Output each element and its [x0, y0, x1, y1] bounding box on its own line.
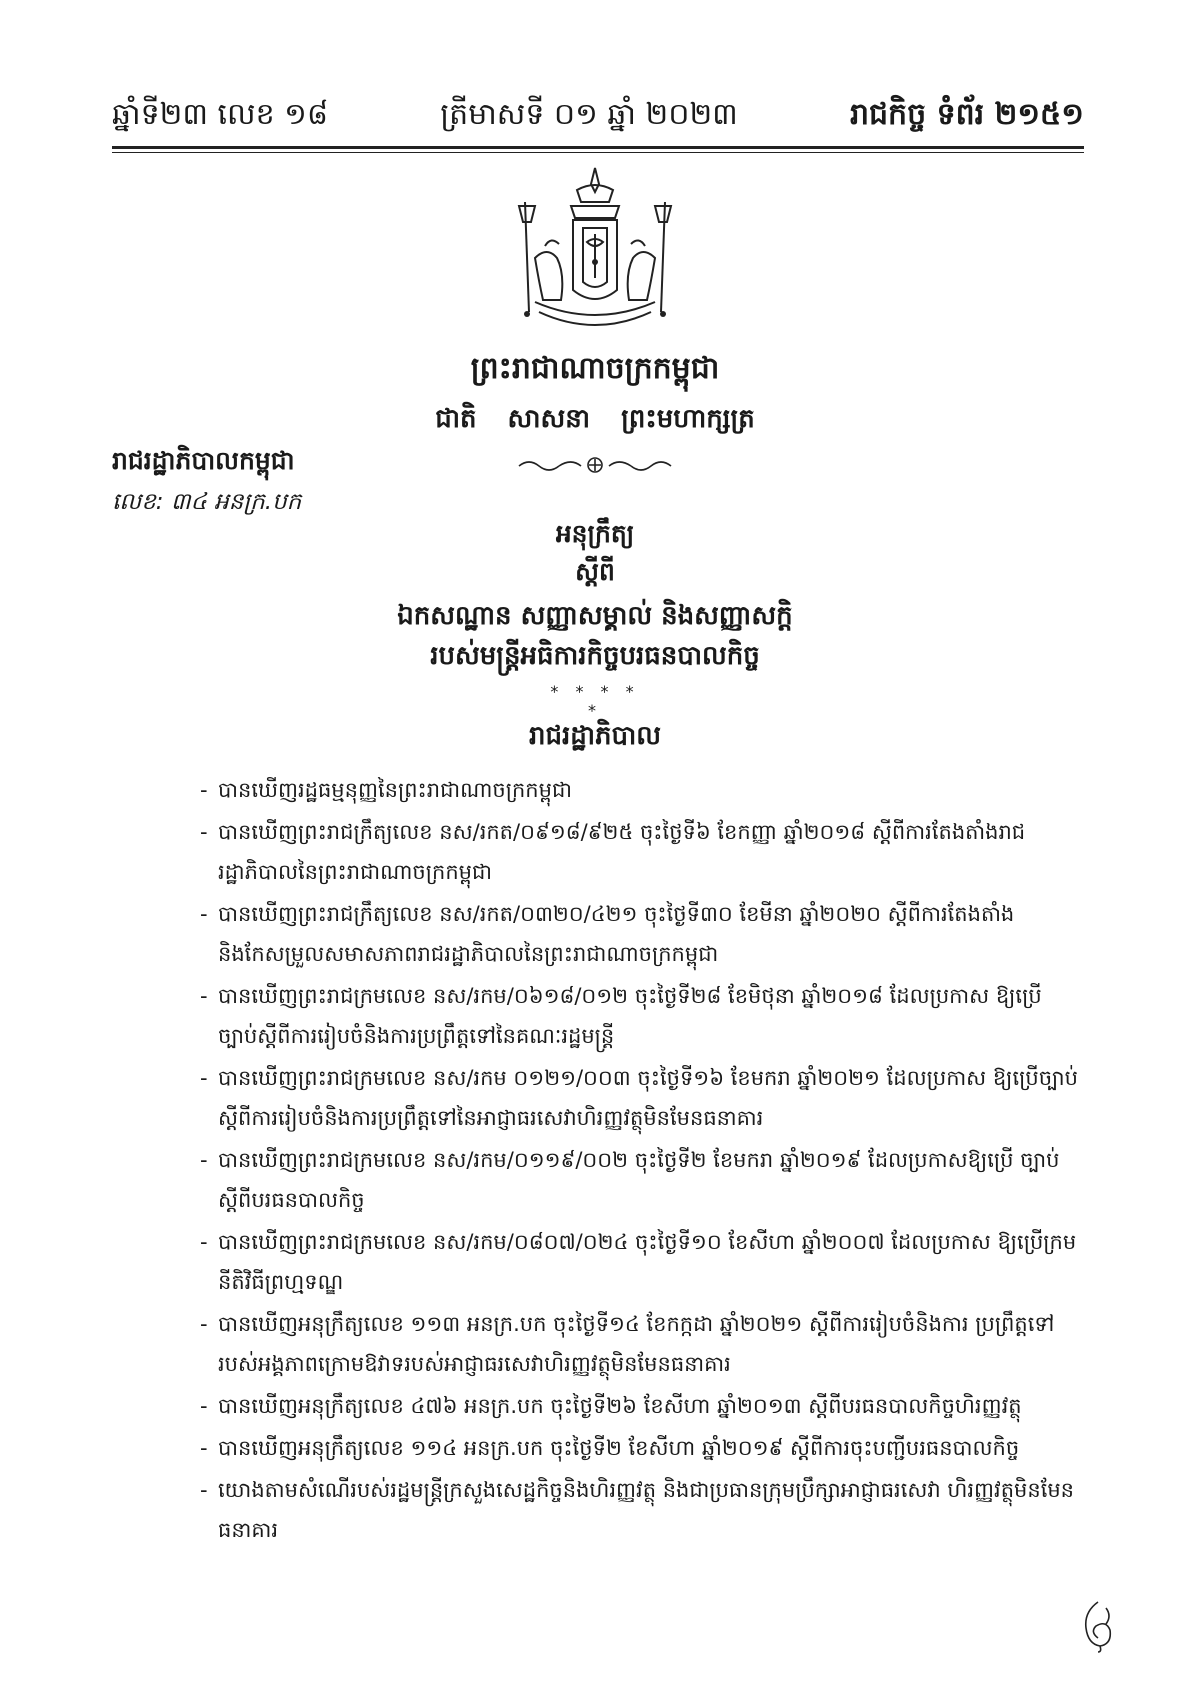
gazette-header	[112, 92, 1084, 142]
enacting-authority: រាជរដ្ឋាភិបាល	[528, 721, 662, 751]
recital-item: - បានឃើញព្រះរាជក្រឹត្យលេខ នស/រកត/០៣២០/៤២១ ចុះថ្ងៃទី៣០ ខែមីនា ឆ្នាំ២០២០ ស្តីពីការតែងតាំង និងកែសម្រួលសមាសភាពរាជរដ្ឋាភិបាលនៃព្រះរាជាណាចក្រកម្ពុជា	[200, 894, 1080, 974]
recital-item: - បានឃើញអនុក្រឹត្យលេខ ៤៧៦ អនក្រ.បក ចុះថ្ងៃទី២៦ ខែសីហា ឆ្នាំ២០១៣ ស្តីពីបរធនបាលកិច្ចហិរញ្ញវត្ថុ	[200, 1386, 1080, 1426]
recital-item: - បានឃើញព្រះរាជក្រមលេខ នស/រកម/០៦១៨/០១២ ចុះថ្ងៃទី២៨ ខែមិថុនា ឆ្នាំ២០១៨ ដែលប្រកាស ឱ្យប្រើច្បាប់ស្តីពីការរៀបចំនិងការប្រព្រឹត្តទៅនៃគណៈរដ្ឋមន្ត្រី	[200, 976, 1080, 1056]
recital-item: - បានឃើញអនុក្រឹត្យលេខ ១១៣ អនក្រ.បក ចុះថ្ងៃទី១៤ ខែកក្កដា ឆ្នាំ២០២១ ស្តីពីការរៀបចំនិងការ ប្រព្រឹត្តទៅរបស់អង្គភាពក្រោមឱវាទរបស់អាជ្ញាធរសេវាហិរញ្ញវត្ថុមិនមែនធនាគារ	[200, 1304, 1080, 1384]
document-title-line-2: របស់មន្ត្រីអធិការកិច្ចបរធនបាលកិច្ច	[430, 641, 760, 671]
issuing-authority: រាជរដ្ឋាភិបាលកម្ពុជា	[112, 446, 295, 475]
recital-item: - បានឃើញរដ្ឋធម្មនុញ្ញនៃព្រះរាជាណាចក្រកម្ពុជា	[200, 770, 1080, 810]
national-motto: ជាតិ សាសនា ព្រះមហាក្សត្រ	[435, 404, 755, 434]
header-date: ត្រីមាសទី ០១ ឆ្នាំ ២០២៣	[440, 97, 738, 132]
recital-item: - បានឃើញព្រះរាជក្រឹត្យលេខ នស/រកត/០៩១៨/៩២៥ ចុះថ្ងៃទី៦ ខែកញ្ញា ឆ្នាំ២០១៨ ស្តីពីការតែងតាំងរាជរដ្ឋាភិបាលនៃព្រះរាជាណាចក្រកម្ពុជា	[200, 812, 1080, 892]
gazette-page-number: រាជកិច្ច ទំព័រ ២១៥១	[849, 97, 1084, 132]
year-issue: ឆ្នាំទី២៣ លេខ ១៨	[112, 97, 329, 132]
document-number: លេខ: ៣៤ អនក្រ.បក	[112, 489, 302, 515]
recital-item: - បានឃើញព្រះរាជក្រមលេខ នស/រកម/០៨០៧/០២៤ ចុះថ្ងៃទី១០ ខែសីហា ឆ្នាំ២០០៧ ដែលប្រកាស ឱ្យប្រើក្រមនីតិវិធីព្រហ្មទណ្ឌ	[200, 1222, 1080, 1302]
recital-item: - យោងតាមសំណើរបស់រដ្ឋមន្ត្រីក្រសួងសេដ្ឋកិច្ចនិងហិរញ្ញវត្ថុ និងជាប្រធានក្រុមប្រឹក្សាអាជ្ញាធរសេវា ហិរញ្ញវត្ថុមិនមែនធនាគារ	[200, 1470, 1080, 1550]
kingdom-name: ព្រះរាជាណាចក្រកម្ពុជា	[470, 351, 720, 386]
recital-item: - បានឃើញអនុក្រឹត្យលេខ ១១៤ អនក្រ.បក ចុះថ្ងៃទី២ ខែសីហា ឆ្នាំ២០១៩ ស្តីពីការចុះបញ្ជីបរធនបាលកិច្ច	[200, 1428, 1080, 1468]
royal-coat-of-arms-icon	[505, 162, 685, 340]
recitals-list	[200, 770, 1080, 1552]
document-about: ស្តីពី	[575, 557, 615, 586]
document-type: អនុក្រឹត្យ	[555, 519, 635, 548]
handwritten-initial-icon	[1076, 1598, 1120, 1654]
recital-item: - បានឃើញព្រះរាជក្រមលេខ នស/រកម ០១២១/០០៣ ចុះថ្ងៃទី១៦ ខែមករា ឆ្នាំ២០២១ ដែលប្រកាស ឱ្យប្រើច្បាប់ស្តីពីការរៀបចំនិងការប្រព្រឹត្តទៅនៃអាជ្ញាធរសេវាហិរញ្ញវត្ថុមិនមែនធនាគារ	[200, 1058, 1080, 1138]
title-separator: * * * * *	[550, 682, 640, 720]
header-rule-thick	[112, 146, 1084, 149]
header-rule-thin	[112, 152, 1084, 153]
decorative-ornament-icon	[515, 452, 675, 478]
document-title-line-1: ឯកសណ្ឋាន សញ្ញាសម្គាល់ និងសញ្ញាសក្តិ	[397, 601, 793, 631]
recital-item: - បានឃើញព្រះរាជក្រមលេខ នស/រកម/០១១៩/០០២ ចុះថ្ងៃទី២ ខែមករា ឆ្នាំ២០១៩ ដែលប្រកាសឱ្យប្រើ ច្បាប់ស្តីពីបរធនបាលកិច្ច	[200, 1140, 1080, 1220]
